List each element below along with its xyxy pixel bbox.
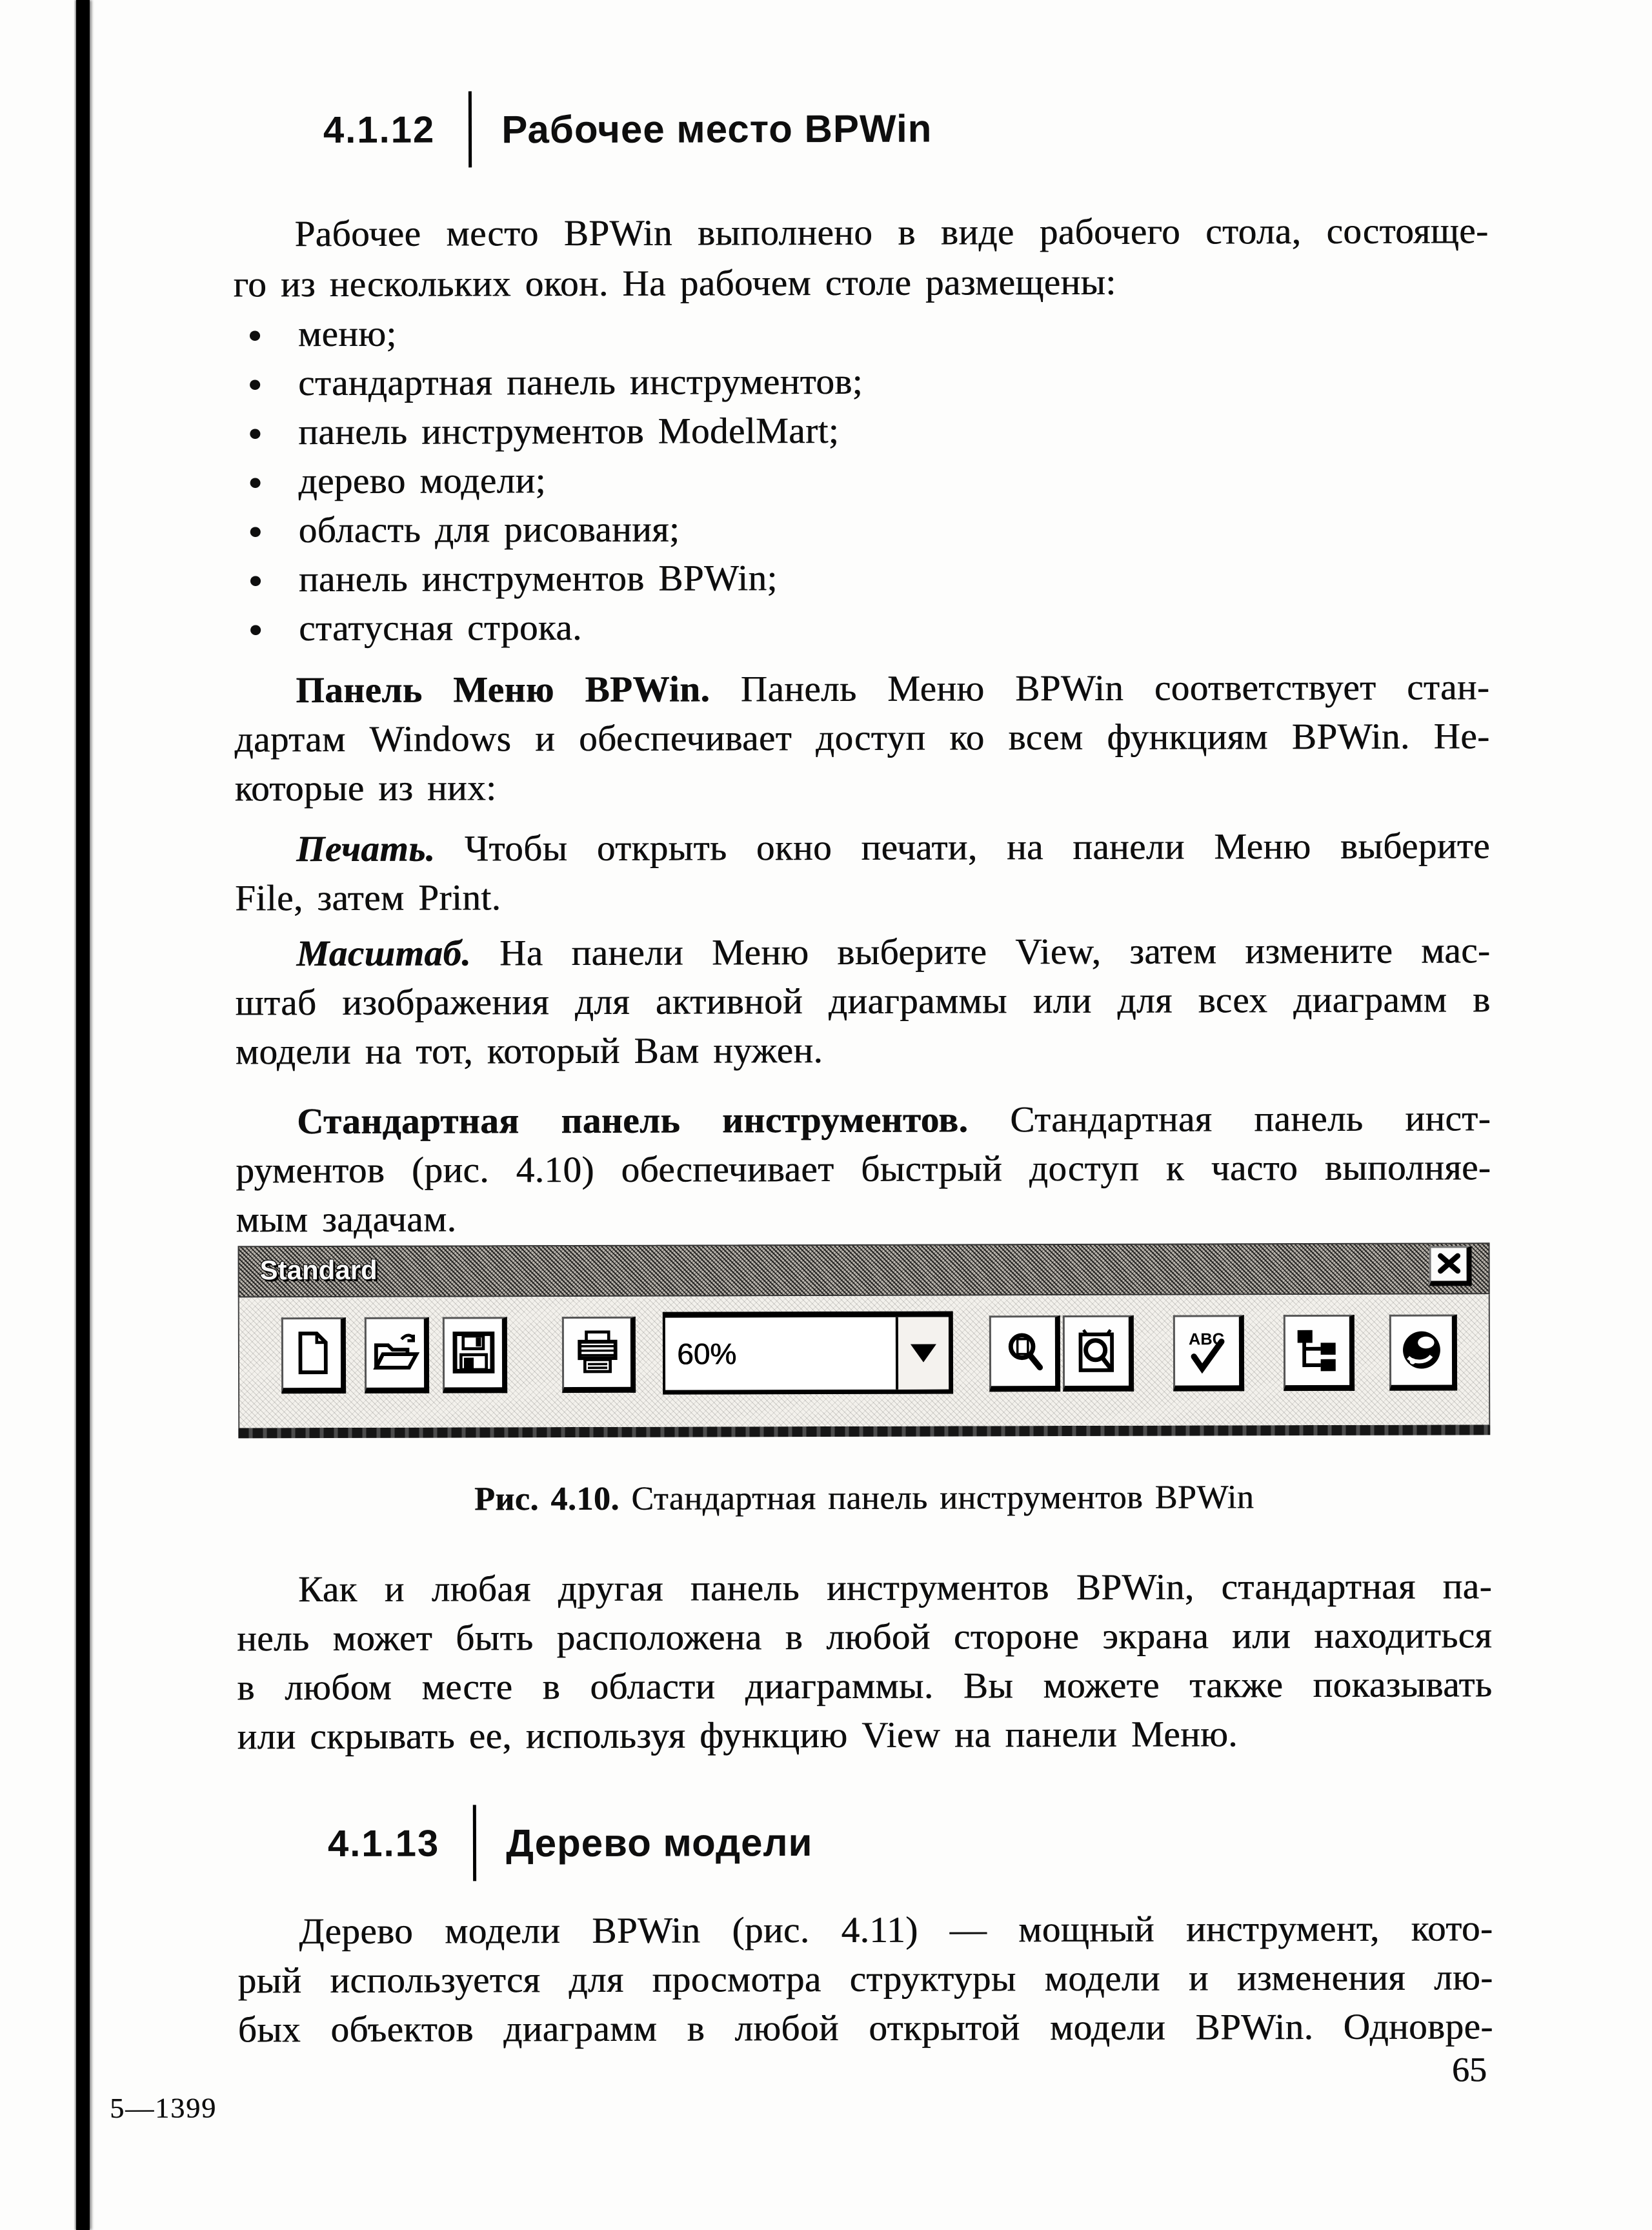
list-item-text: панель инструментов BPWin; xyxy=(298,558,778,600)
list-item xyxy=(234,602,1489,652)
model-tree-button[interactable] xyxy=(1284,1315,1355,1391)
figure-caption-text: Стандартная панель инструментов BPWin xyxy=(619,1479,1254,1517)
toolbar-body xyxy=(238,1294,1491,1428)
list-item-text: стандартная панель инструментов; xyxy=(297,361,863,404)
list-item xyxy=(234,357,1489,407)
printer-icon xyxy=(573,1328,621,1377)
paragraph-line: Дерево модели BPWin (рис. 4.11) — мощный инструмент, кото- xyxy=(299,1908,1493,1952)
paragraph-line xyxy=(235,823,1490,873)
paragraph-line: нель может быть расположена в любой стороне экрана или находиться xyxy=(237,1615,1493,1659)
section-number: 4.1.13 xyxy=(327,1822,440,1865)
section-title: Дерево модели xyxy=(506,1820,813,1865)
zoom-level-combobox[interactable] xyxy=(663,1311,953,1394)
list-item-text: область для рисования; xyxy=(298,509,680,551)
bullet-icon: ● xyxy=(248,420,263,446)
paragraph-line: или скрывать ее, используя функцию View на панели Меню. xyxy=(237,1714,1238,1758)
bullet-icon: ● xyxy=(247,321,263,348)
zoom-in-button[interactable] xyxy=(989,1315,1060,1392)
heading-divider xyxy=(473,1805,476,1881)
save-floppy-icon xyxy=(449,1328,497,1378)
close-button[interactable] xyxy=(1429,1246,1472,1286)
zoom-page-icon xyxy=(1073,1326,1120,1376)
bullet-icon: ● xyxy=(248,518,263,544)
list-item xyxy=(234,553,1489,603)
list-item-text: панель инструментов ModelMart; xyxy=(298,410,840,453)
paragraph-line: мым задачам. xyxy=(236,1199,457,1241)
paragraph-line: в любом месте в области диаграммы. Вы можете также показывать xyxy=(237,1664,1493,1708)
close-icon xyxy=(1436,1250,1462,1278)
paragraph-line: дартам Windows и обеспечивает доступ ко всем функциям BPWin. Не- xyxy=(234,716,1490,760)
paragraph-line: штаб изображения для активной диаграммы или для всех диаграмм в xyxy=(235,979,1491,1024)
figure-caption xyxy=(236,1477,1491,1519)
section-title: Рабочее место BPWin xyxy=(501,106,932,151)
list-item xyxy=(234,406,1489,456)
paragraph-line: рый используется для просмотра структуры модели и изменения лю- xyxy=(237,1957,1493,2002)
list-item xyxy=(234,455,1489,505)
section-heading-4-1-13 xyxy=(328,1804,813,1881)
paragraph-line xyxy=(236,1095,1491,1145)
bullet-icon: ● xyxy=(248,616,263,642)
spell-check-icon xyxy=(1183,1326,1231,1376)
print-button[interactable] xyxy=(562,1317,636,1393)
paragraph-line-text: Стандартная панель инст- xyxy=(1010,1098,1491,1140)
paragraph-line-text: На панели Меню выберите View, затем измените мас- xyxy=(499,930,1491,974)
figure-standard-toolbar xyxy=(238,1242,1491,1438)
save-model-button[interactable] xyxy=(443,1317,507,1393)
paragraph-line: File, затем Print. xyxy=(235,877,501,919)
modelmart-globe-button[interactable] xyxy=(1389,1314,1457,1390)
paragraph-lead: Масштаб. xyxy=(296,933,472,975)
print-signature: 5—1399 xyxy=(109,2092,217,2124)
paragraph-line: рументов (рис. 4.10) обеспечивает быстрый доступ к часто выполняе- xyxy=(236,1147,1491,1191)
heading-divider xyxy=(468,91,472,167)
paragraph-line xyxy=(235,927,1490,977)
paragraph-lead: Печать. xyxy=(296,828,436,870)
open-folder-icon xyxy=(371,1328,419,1378)
list-item-text: меню; xyxy=(297,313,397,355)
figure-caption-label: Рис. 4.10. xyxy=(474,1480,620,1518)
new-document-button[interactable] xyxy=(281,1317,346,1394)
paragraph-line-text: Панель Меню BPWin соответствует стан- xyxy=(740,667,1490,710)
list-item xyxy=(234,504,1489,554)
paragraph-lead: Стандартная панель инструментов. xyxy=(296,1099,969,1142)
spell-check-button[interactable] xyxy=(1173,1315,1244,1391)
page-number: 65 xyxy=(1451,2050,1487,2089)
list-item-text: статусная строка. xyxy=(298,607,582,649)
list-item xyxy=(234,308,1489,358)
paragraph-line: бых объектов диаграмм в любой открытой модели BPWin. Одновре- xyxy=(237,2006,1493,2051)
list-item-text: дерево модели; xyxy=(298,460,546,502)
paragraph-lead: Панель Меню BPWin. xyxy=(296,669,710,711)
magnifier-icon xyxy=(999,1327,1047,1377)
toolbar-titlebar[interactable] xyxy=(238,1242,1490,1297)
paragraph-line: Как и любая другая панель инструментов BPWin, стандартная па- xyxy=(297,1566,1492,1610)
section-number: 4.1.12 xyxy=(323,108,436,151)
open-model-button[interactable] xyxy=(365,1317,429,1394)
paragraph-line: модели на тот, который Вам нужен. xyxy=(235,1030,823,1073)
new-document-icon xyxy=(288,1328,336,1378)
paragraph-line: Рабочее место BPWin выполнено в виде рабочего стола, состояще- xyxy=(294,210,1489,255)
paragraph-line: которые из них: xyxy=(234,767,497,809)
chevron-down-icon xyxy=(911,1344,936,1363)
bullet-icon: ● xyxy=(247,370,263,397)
paragraph-line: го из нескольких окон. На рабочем столе размещены: xyxy=(233,261,1116,305)
zoom-window-button[interactable] xyxy=(1063,1315,1134,1392)
paragraph-line-text: Чтобы открыть окно печати, на панели Меню выберите xyxy=(464,826,1490,869)
bullet-icon: ● xyxy=(248,469,263,495)
toolbar-title: Standard xyxy=(259,1254,378,1286)
model-tree-icon xyxy=(1293,1326,1341,1375)
section-heading-4-1-12 xyxy=(323,90,932,168)
globe-icon xyxy=(1398,1326,1446,1375)
zoom-level-value: 60% xyxy=(676,1337,737,1371)
svg-text:ABC: ABC xyxy=(1188,1330,1224,1348)
paragraph-line xyxy=(234,664,1489,714)
combobox-dropdown-button[interactable] xyxy=(896,1317,949,1390)
bullet-icon: ● xyxy=(248,567,263,593)
